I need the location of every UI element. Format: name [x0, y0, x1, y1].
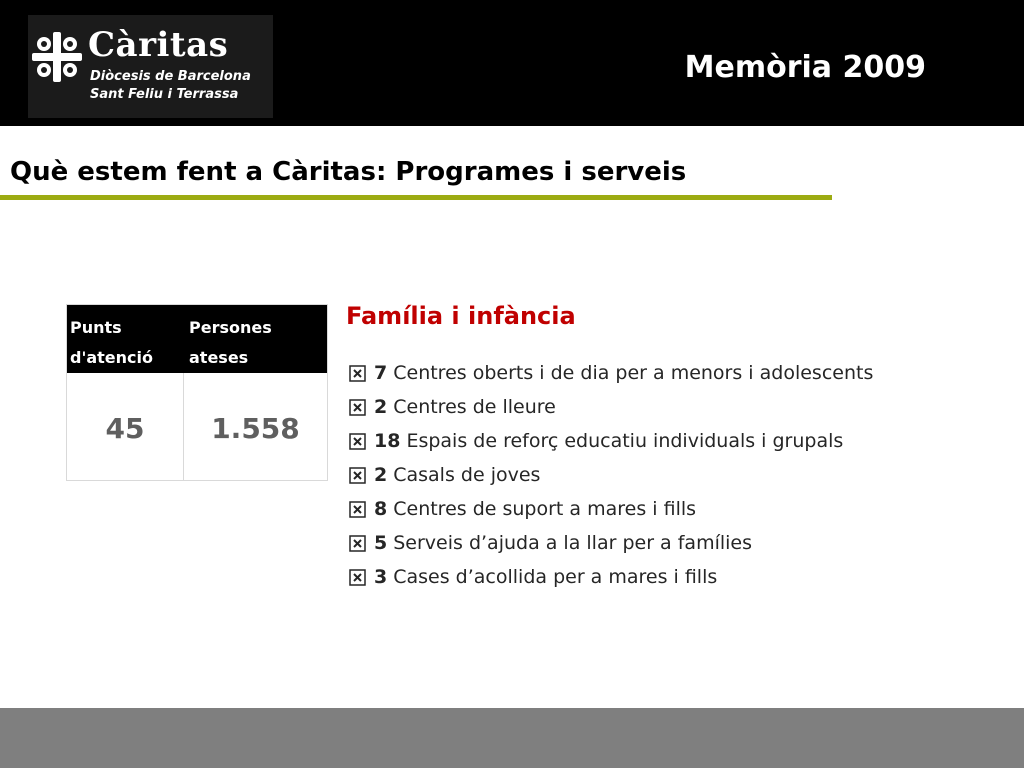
- item-count: 7: [374, 362, 388, 384]
- item-text: Cases d’acollida per a mares i fills: [393, 566, 718, 588]
- title-underline: [0, 195, 832, 200]
- list-item: [349, 458, 873, 492]
- stats-header-people: Persones ateses: [189, 318, 272, 367]
- list-item: [349, 560, 873, 594]
- item-count: 2: [374, 396, 388, 418]
- item-count: 3: [374, 566, 388, 588]
- stats-header-points: Punts d'atenció: [70, 318, 153, 367]
- service-list: [349, 356, 873, 594]
- checkbox-x-icon: [349, 365, 366, 382]
- list-item: [349, 390, 873, 424]
- caritas-cross-icon: [30, 30, 84, 84]
- checkbox-x-icon: [349, 467, 366, 484]
- list-item: [349, 492, 873, 526]
- logo-name: Càritas: [88, 25, 229, 65]
- item-count: 5: [374, 532, 388, 554]
- stats-value-points: 45: [105, 412, 145, 445]
- stats-table-header: [67, 305, 327, 373]
- list-item: [349, 356, 873, 390]
- item-count: 8: [374, 498, 388, 520]
- checkbox-x-icon: [349, 501, 366, 518]
- list-item: [349, 526, 873, 560]
- stats-table: [66, 304, 328, 481]
- caritas-logo: [28, 15, 273, 118]
- logo-diocese-line1: Diòcesis de Barcelona: [90, 69, 251, 84]
- item-count: 18: [374, 430, 401, 452]
- section-heading: Família i infància: [346, 302, 576, 330]
- checkbox-x-icon: [349, 535, 366, 552]
- checkbox-x-icon: [349, 399, 366, 416]
- footer-band: [0, 708, 1024, 768]
- checkbox-x-icon: [349, 433, 366, 450]
- item-text: Casals de joves: [393, 464, 541, 486]
- header-band: [0, 0, 1024, 126]
- item-text: Centres oberts i de dia per a menors i adolescents: [393, 362, 874, 384]
- item-text: Serveis d’ajuda a la llar per a famílies: [393, 532, 752, 554]
- item-text: Centres de suport a mares i fills: [393, 498, 697, 520]
- stats-value-people: 1.558: [211, 412, 300, 445]
- item-count: 2: [374, 464, 388, 486]
- page-title: Què estem fent a Càritas: Programes i serveis: [10, 157, 687, 187]
- item-text: Espais de reforç educatiu individuals i grupals: [406, 430, 844, 452]
- report-title: Memòria 2009: [684, 50, 926, 85]
- logo-diocese-line2: Sant Feliu i Terrassa: [90, 87, 239, 102]
- list-item: [349, 424, 873, 458]
- item-text: Centres de lleure: [393, 396, 556, 418]
- checkbox-x-icon: [349, 569, 366, 586]
